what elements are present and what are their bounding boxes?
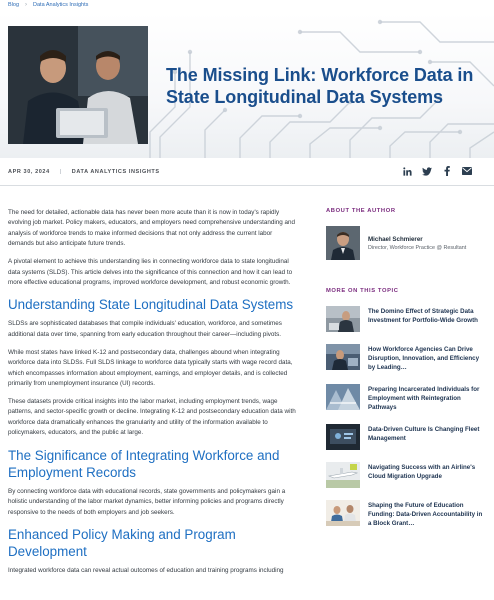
related-article-thumbnail <box>326 344 360 370</box>
related-article[interactable] <box>326 462 486 488</box>
related-article-title[interactable]: Shaping the Future of Education Funding: Data-Driven Accountability in a Block Grant… <box>368 502 483 527</box>
breadcrumb-blog-link[interactable]: Blog <box>8 2 20 8</box>
related-article[interactable] <box>326 384 486 412</box>
linkedin-icon[interactable] <box>402 166 412 176</box>
related-article-thumbnail <box>326 424 360 450</box>
more-on-topic-heading: MORE ON THIS TOPIC <box>326 288 399 294</box>
related-article-title[interactable]: Data-Driven Culture Is Changing Fleet Management <box>368 426 480 442</box>
two-people-laptop-image <box>8 26 148 144</box>
article-paragraph: Integrated workforce data can reveal actual outcomes of education and training programs including <box>8 566 284 574</box>
hero-banner <box>0 12 494 158</box>
author-card[interactable] <box>326 226 486 260</box>
related-article-thumbnail <box>326 384 360 410</box>
share-buttons <box>402 166 472 176</box>
breadcrumb-current-link[interactable]: Data Analytics Insights <box>33 2 89 8</box>
author-avatar <box>326 226 360 260</box>
related-article-thumbnail <box>326 462 360 488</box>
author-role: Director, Workforce Practice @ Resultant <box>368 244 467 251</box>
breadcrumb <box>8 2 88 8</box>
related-article[interactable] <box>326 344 486 372</box>
chevron-right-icon: › <box>25 2 28 8</box>
related-article-thumbnail <box>326 500 360 526</box>
page-title: The Missing Link: Workforce Data in State Longitudinal Data Systems <box>166 65 474 107</box>
section-heading: Understanding State Longitudinal Data Systems <box>8 297 294 313</box>
related-article-title[interactable]: Navigating Success with an Airline's Cloud Migration Upgrade <box>368 464 476 480</box>
related-article[interactable] <box>326 424 486 450</box>
about-author-heading: ABOUT THE AUTHOR <box>326 208 396 214</box>
related-article[interactable] <box>326 306 486 332</box>
category-link[interactable]: DATA ANALYTICS INSIGHTS <box>71 169 160 175</box>
related-article-title[interactable]: Preparing Incarcerated Individuals for Employment with Reintegration Pathways <box>368 386 480 411</box>
facebook-icon[interactable] <box>442 166 452 176</box>
twitter-icon[interactable] <box>422 166 432 176</box>
article-paragraph: By connecting workforce data with educational records, state governments and policymakers gain a holistic understanding of the labor market dynamics, better informing policies and programs directly responsive to the needs of both employers and job seekers. <box>8 487 286 516</box>
article-body <box>8 208 296 584</box>
related-article[interactable] <box>326 500 486 528</box>
section-heading: The Significance of Integrating Workforce and Employment Records <box>8 447 280 480</box>
article-paragraph: The need for detailed, actionable data has never been more acute than it is now in today's rapidly evolving job market. Policy makers, educators, and employers need comprehensive understanding and analysis of workforce trends to make informed decisions that not only address the current labor demands but also anticipate future trends. <box>8 209 296 248</box>
section-heading: Enhanced Policy Making and Program Development <box>8 526 236 559</box>
publish-date: APR 30, 2024 <box>8 169 50 175</box>
article-paragraph: These datasets provide critical insights into the labor market, including employment trends, wage patterns, and sector-specific growth or decline. Integrating K-12 and postsecondary education data with workforce data dramatically enhances the granularity and utility of the information available to policymakers, educators, and the public at large. <box>8 398 296 437</box>
sidebar <box>326 208 486 540</box>
article-paragraph: A pivotal element to achieve this understanding lies in connecting workforce data to state longitudinal data systems (SLDS). This article delves into the significance of this connection and how it can lead to more effective educational programs, improved workforce development, and robust economic growth. <box>8 258 293 287</box>
hero-photo <box>8 26 148 144</box>
meta-divider: | <box>59 169 62 175</box>
article-paragraph: While most states have linked K-12 and postsecondary data, challenges abound when integrating workforce data into SLDSs. Full SLDS linkage to workforce data typically starts with wage record data, which encompasses information about employment, earnings, and employer details, and is collected primarily from unemployment insurance (UI) records. <box>8 348 293 388</box>
author-name[interactable]: Michael Schmierer <box>368 235 423 243</box>
email-icon[interactable] <box>462 166 472 176</box>
article-paragraph: SLDSs are sophisticated databases that compile individuals' education, workforce, and sometimes additional data over time, spanning from early education throughout their career—including pivots. <box>8 320 282 338</box>
related-article-title[interactable]: How Workforce Agencies Can Drive Disruption, Innovation, and Efficiency by Leading… <box>368 346 480 371</box>
related-article-thumbnail <box>326 306 360 332</box>
article-meta-bar <box>0 160 494 186</box>
related-article-title[interactable]: The Domino Effect of Strategic Data Investment for Portfolio-Wide Growth <box>368 308 478 324</box>
